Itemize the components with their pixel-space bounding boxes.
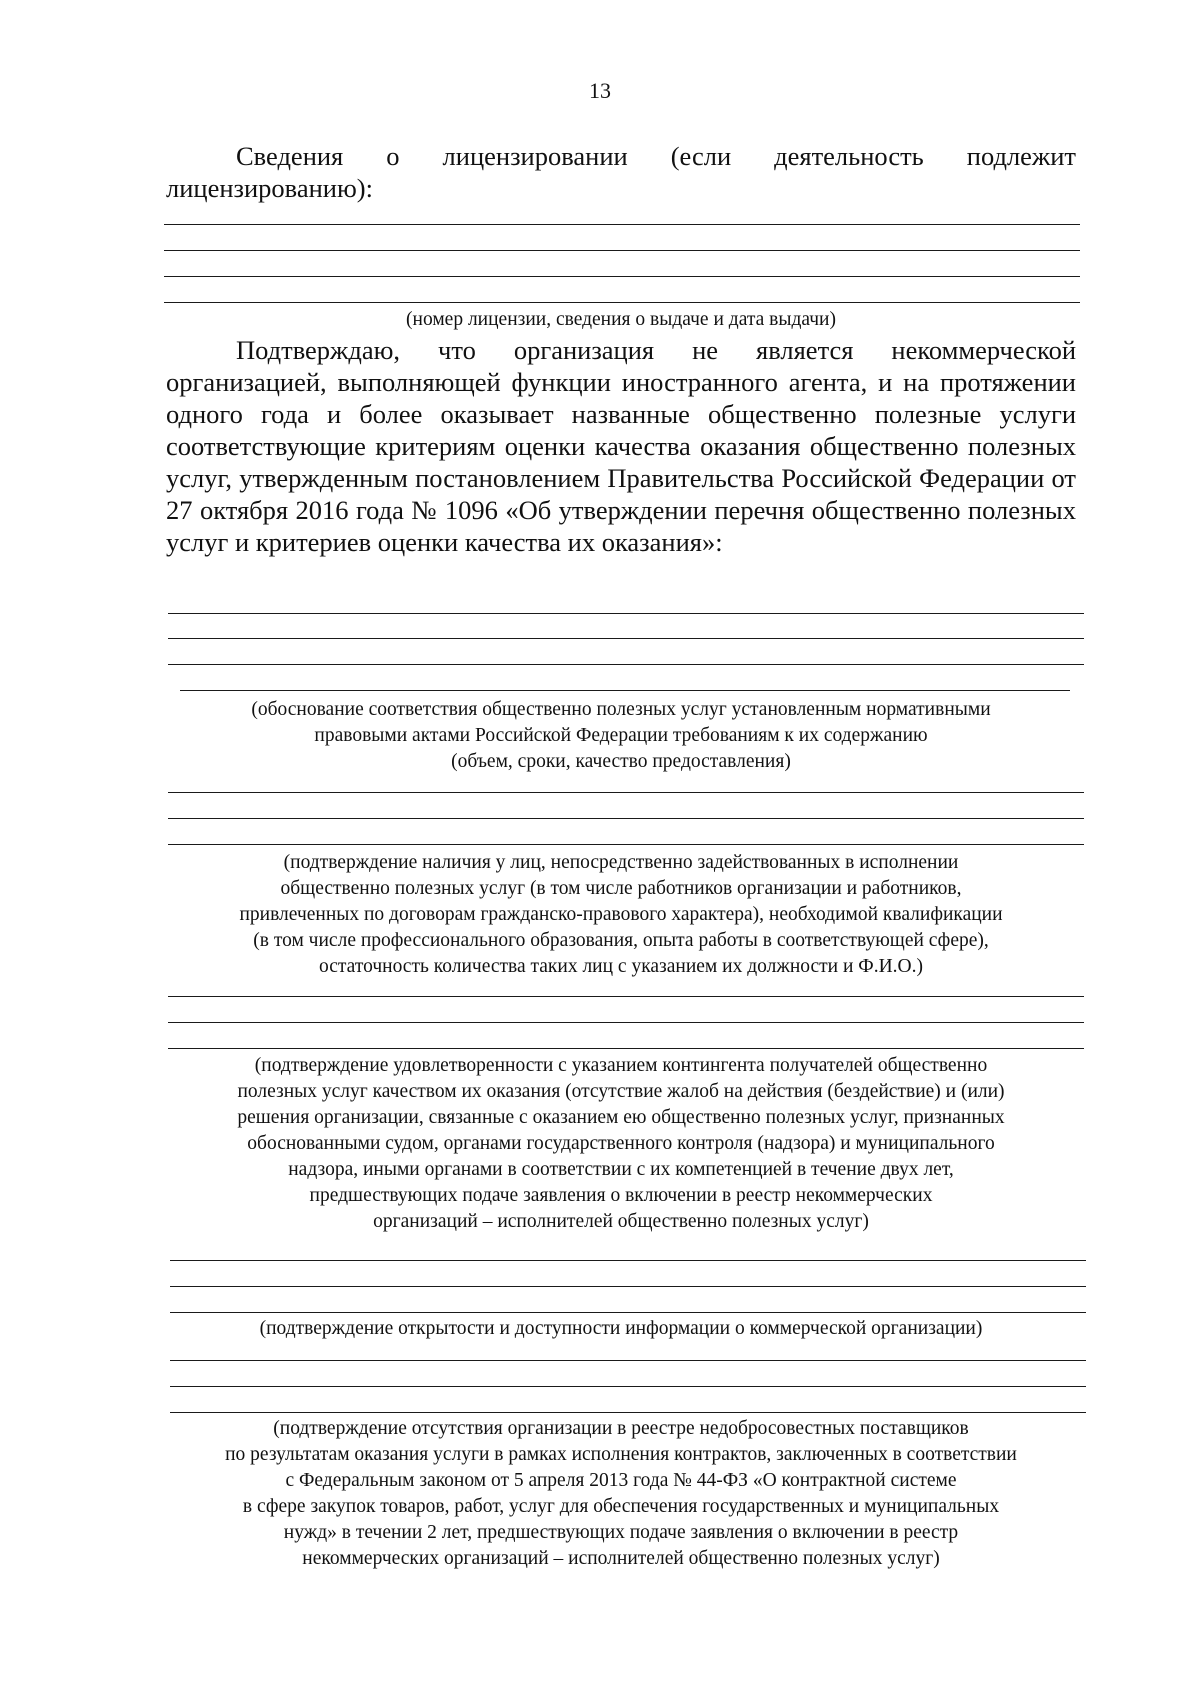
fill-line (180, 690, 1070, 691)
registry-caption: (подтверждение отсутствия организации в реестре недобросовестных поставщиков по результатам оказания услуги в рамках исполнения контрактов, заключенных в соответствии с Федеральным законом от 5 апреля 2013 года № 44-ФЗ «О контрактной системе в сфере закупок товаров, работ, услуг для обеспечения государственных и муниципальных нужд» в течении 2 лет, предшествующих подаче заявления о включении в реестр некоммерческих организаций – исполнителей общественно полезных услуг) (225, 1418, 1017, 1569)
confirmation-paragraph: Подтверждаю, что организация не является некоммерческой организацией, выполняющей функции иностранного агента, и на протяжении одного года и более оказывает названные общественно полезные услуги соответствующие критериям оценки качества оказания общественно полезных услуг, утвержденным постановлением Правительства Российской Федерации от 27 октября 2016 года № 1096 «Об утверждении перечня общественно полезных услуг и критериев оценки качества их оказания»: (166, 335, 1076, 557)
qualification-caption: (подтверждение наличия у лиц, непосредственно задействованных в исполнении общественно полезных услуг (в том числе работников организации и работников, привлеченных по договорам гражданско-правового характера), необходимой квалификации (в том числе профессионального образования, опыта работы в соответствующей сфере), остаточность количества таких лиц с указанием их должности и Ф.И.О.) (239, 852, 1003, 977)
licensing-paragraph: Сведения о лицензировании (если деятельность подлежит лицензированию): (166, 141, 1076, 203)
fill-line (170, 1260, 1086, 1261)
fill-line (164, 224, 1080, 225)
fill-line (168, 1048, 1084, 1049)
fill-line (168, 996, 1084, 997)
fill-line (170, 1360, 1086, 1361)
fill-line (168, 613, 1084, 614)
justification-caption: (обоснование соответствия общественно полезных услуг установленным нормативными правовыми актами Российской Федерации требованиям к их содержанию (объем, сроки, качество предоставления) (251, 699, 991, 772)
openness-caption: (подтверждение открытости и доступности информации о коммерческой организации) (259, 1318, 983, 1339)
satisfaction-caption: (подтверждение удовлетворенности с указанием контингента получателей общественно полезных услуг качеством их оказания (отсутствие жалоб на действия (бездействие) и (или) решения организации, связанные с оказанием ею общественно полезных услуг, признанных обоснованными судом, органами государственного контроля (надзора) и муниципального надзора, иными органами в соответствии с их компетенцией в течение двух лет, предшествующих подаче заявления о включении в реестр некоммерческих организаций – исполнителей общественно полезных услуг) (237, 1055, 1005, 1232)
fill-line (168, 1022, 1084, 1023)
license-caption: (номер лицензии, сведения о выдаче и дата выдачи) (406, 309, 836, 330)
fill-line (168, 664, 1084, 665)
fill-line (168, 844, 1084, 845)
fill-line (164, 276, 1080, 277)
fill-line (164, 250, 1080, 251)
fill-line (168, 638, 1084, 639)
fill-line (164, 302, 1080, 303)
fill-line (170, 1312, 1086, 1313)
fill-line (170, 1386, 1086, 1387)
fill-line (168, 792, 1084, 793)
fill-line (170, 1412, 1086, 1413)
fill-line (170, 1286, 1086, 1287)
page-number: 13 (589, 78, 611, 103)
fill-line (168, 818, 1084, 819)
